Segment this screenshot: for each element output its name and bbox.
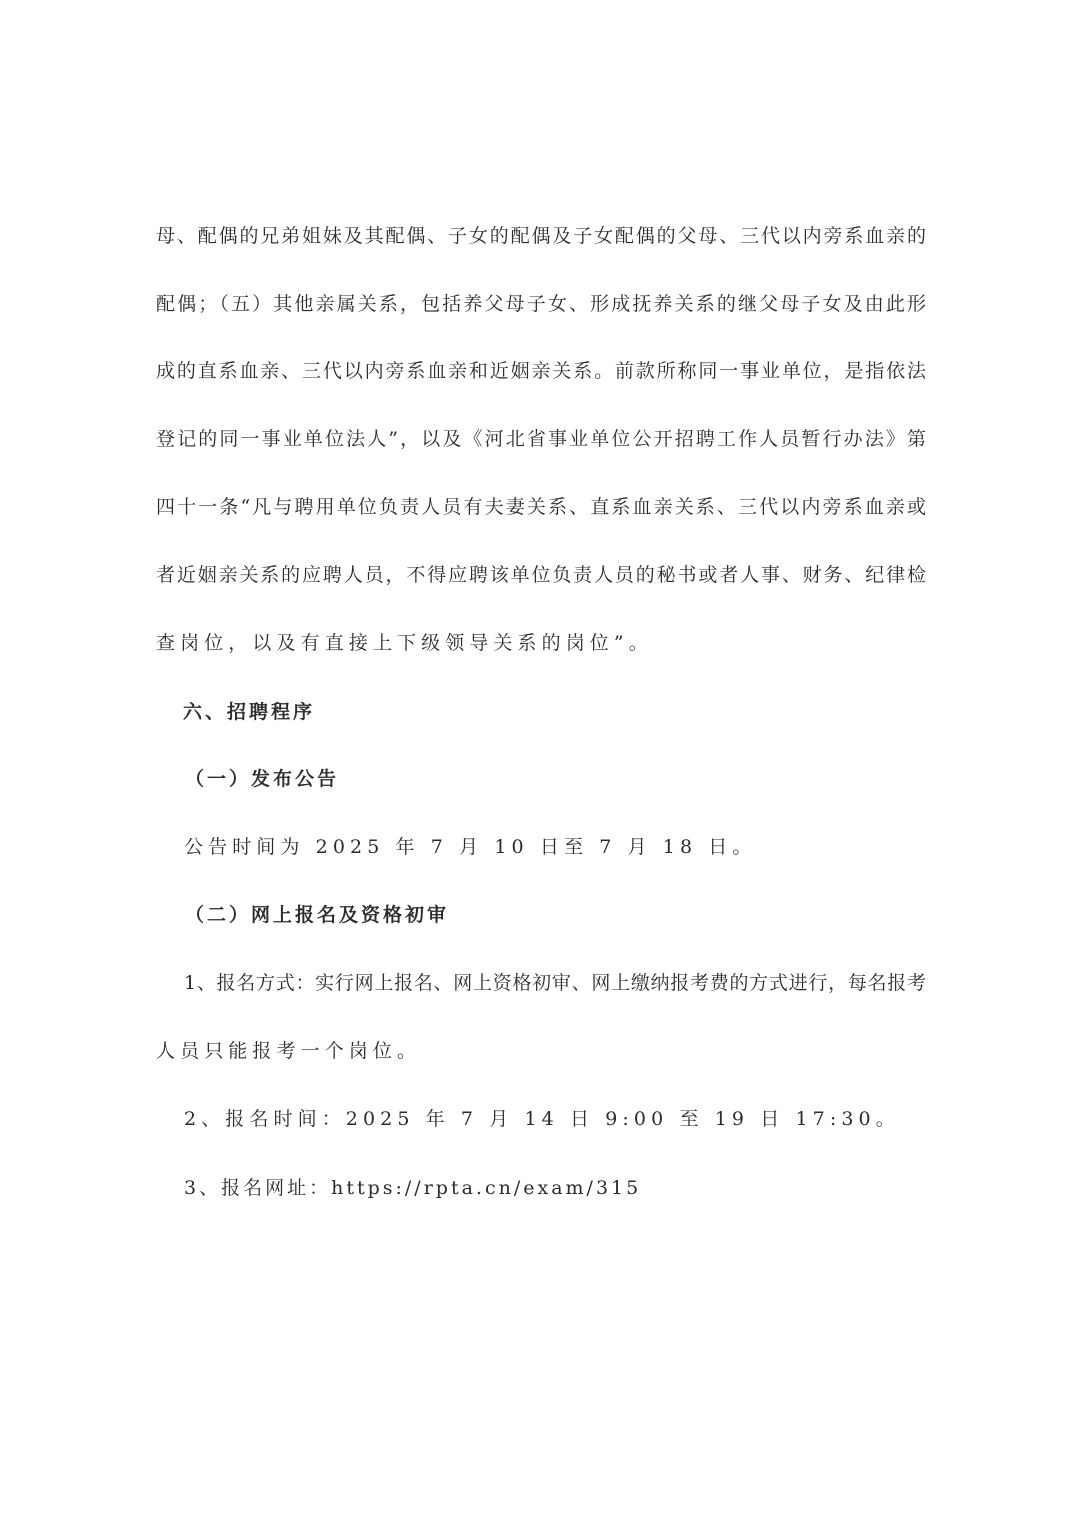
registration-method-continued: 人员只能报考一个岗位。: [156, 1040, 422, 1062]
registration-method: 1、报名方式：实行网上报名、网上资格初审、网上缴纳报考费的方式进行，每名报考: [184, 972, 926, 994]
registration-time: 2、报名时间：2025 年 7 月 14 日 9:00 至 19 日 17:30。: [184, 1108, 900, 1130]
paragraph-line: 成的直系血亲、三代以内旁系血亲和近姻亲关系。前款所称同一事业单位，是指依法: [156, 360, 926, 382]
subsection-heading: （二）网上报名及资格初审: [185, 904, 450, 926]
paragraph-line: 查岗位，以及有直接上下级领导关系的岗位”。: [156, 632, 653, 654]
paragraph-line: 登记的同一事业单位法人”，以及《河北省事业单位公开招聘工作人员暂行办法》第: [156, 428, 926, 450]
announcement-period: 公告时间为 2025 年 7 月 10 日至 7 月 18 日。: [184, 836, 757, 858]
section-heading: 六、招聘程序: [183, 701, 316, 723]
registration-url: 3、报名网址：https://rpta.cn/exam/315: [184, 1177, 642, 1199]
paragraph-line: 配偶；（五）其他亲属关系，包括养父母子女、形成抚养关系的继父母子女及由此形: [156, 293, 926, 315]
paragraph-line: 母、配偶的兄弟姐妹及其配偶、子女的配偶及子女配偶的父母、三代以内旁系血亲的: [156, 225, 926, 247]
paragraph-line: 四十一条“凡与聘用单位负责人员有夫妻关系、直系血亲关系、三代以内旁系血亲或: [156, 496, 926, 518]
paragraph-line: 者近姻亲关系的应聘人员，不得应聘该单位负责人员的秘书或者人事、财务、纪律检: [156, 564, 926, 586]
subsection-heading: （一）发布公告: [185, 768, 340, 790]
